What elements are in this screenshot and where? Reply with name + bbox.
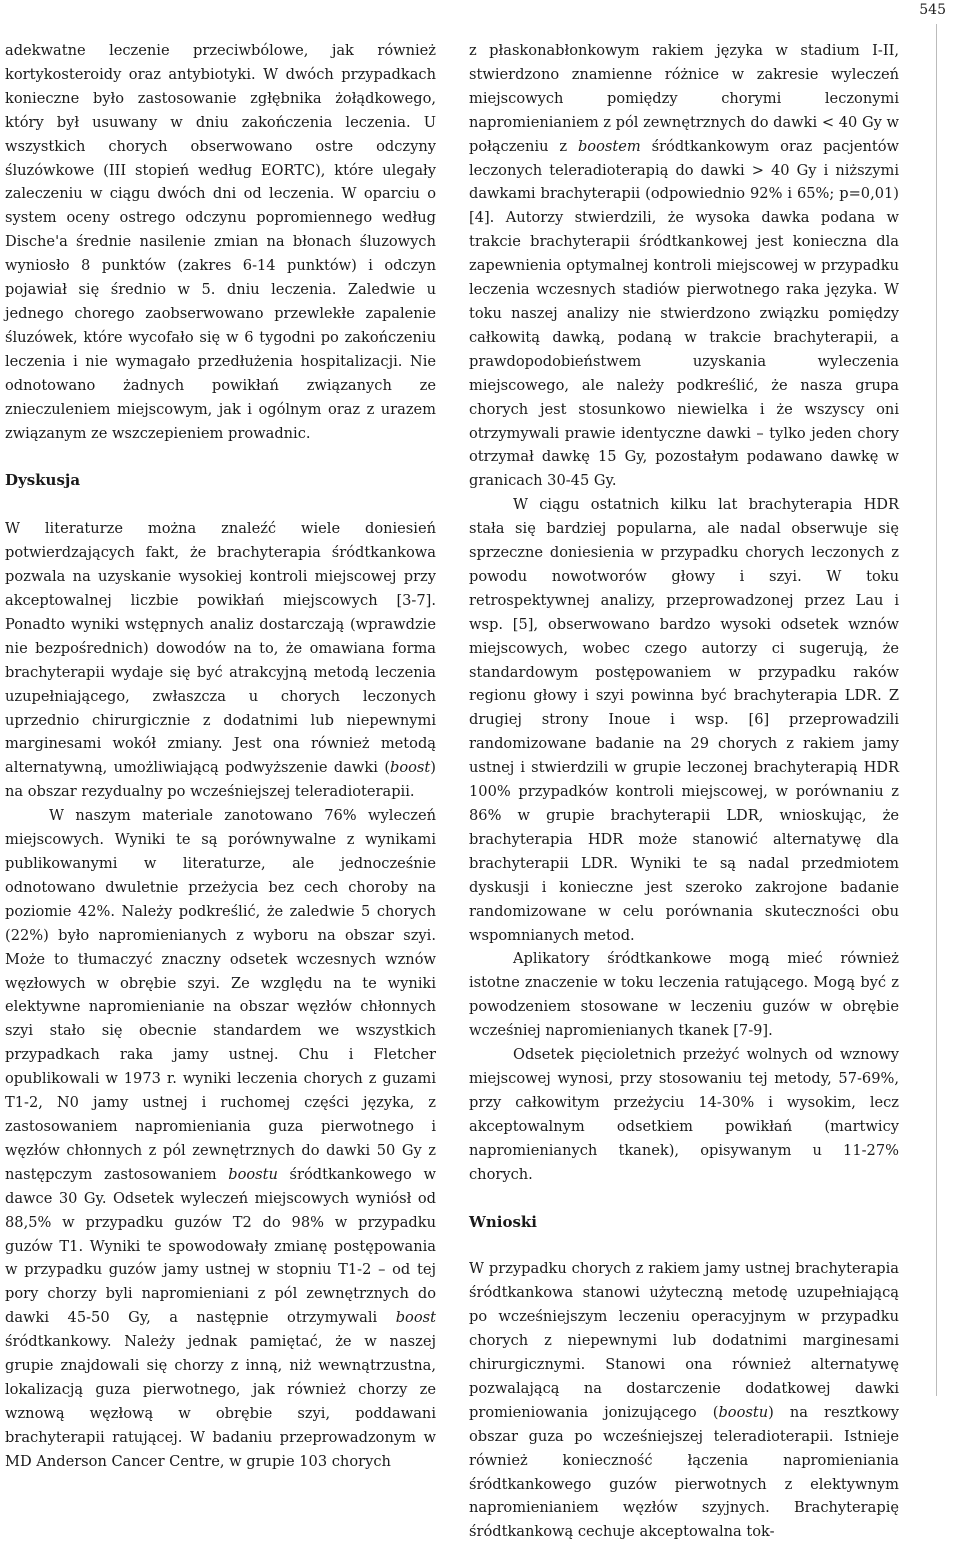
margin-rule bbox=[936, 24, 937, 1396]
paragraph-hdr: W ciągu ostatnich kilku lat brachyterapia HDR stała się bardziej popularna, ale nadal obserwuje się sprzeczne doniesienia w przypadku chorych leczonych z powodu nowotworów głowy i szyi. W toku retrospektywnej analizy, przeprowadzonej przez Lau i wsp. [5], obserwowano bardzo wysoki odsetek wznów miejscowych, wobec czego autorzy ci sugerują, że standardowym postępowaniem w przypadku raków regionu głowy i szyi powinna być brachyterapia LDR. Z drugiej strony Inoue i wsp. [6] przeprowadzili randomizowane badanie na 29 chorych z rakiem jamy ustnej i stwierdzili w grupie leczonej brachyterapią HDR 100% przypadków kontroli miejscowej, w porównaniu z 86% w grupie brachyterapii LDR, wnioskując, że brachyterapia HDR może stanowić alternatywę dla brachyterapii LDR. Wyniki te są nadal przedmiotem dyskusji i konieczne jest szeroko zakrojone badanie randomizowane w celu porównania skuteczności obu wspomnianych metod. bbox=[469, 496, 899, 944]
paragraph-survival: Odsetek pięcioletnich przeżyć wolnych od wznowy miejscowej wynosi, przy stosowaniu tej metody, 57-69%, przy całkowitym przeżyciu 14-30% i wysokim, lecz akceptowalnym odsetkiem powikłań (martwicy napromienianych tkanek), opisywanym u 11-27% chorych. bbox=[469, 1046, 899, 1183]
section-heading-wnioski: Wnioski bbox=[469, 1212, 537, 1231]
left-column bbox=[5, 39, 436, 1474]
paragraph-own-results: W naszym materiale zanotowano 76% wyleczeń miejscowych. Wyniki te są porównywalne z wynikami publikowanymi w literaturze, ale jednocześnie odnotowano dwuletnie przeżycia bez cech choroby na poziomie 42%. Należy podkreślić, że zaledwie 5 chorych (22%) było napromienianych z wyboru na obszar szyi. Może to tłumaczyć znaczny odsetek wczesnych wznów węzłowych w obrębie szyi. Ze względu na te wyniki elektywne napromienianie na obszar węzłów chłonnych szyi stało się obecnie standardem we wszystkich przypadkach raka jamy ustnej. Chu i Fletcher opublikowali w 1973 r. wyniki leczenia chorych z guzami T1-2, N0 jamy ustnej i ruchomej części języka, z zastosowaniem napromieniania guza pierwotnego i węzłów chłonnych z pól zewnętrznych do dawki 50 Gy z następczym zastosowaniem boostu śródtkankowego w dawce 30 Gy. Odsetek wyleczeń miejscowych wyniósł od 88,5% w przypadku guzów T2 do 98% w przypadku guzów T1. Wyniki te spowodowały zmianę postępowania w przypadku guzów jamy ustnej w stopniu T1-2 – od tej pory chorzy byli napromieniani z pól zewnętrznych do dawki 45-50 Gy, a następnie otrzymywali boost śródtkankowy. Należy jednak pamiętać, że w naszej grupie znajdowali się chorzy z inną, niż wewnątrzustna, lokalizacją guza pierwotnego, jak również chorzy ze wznową węzłową w obrębie szyi, poddawani brachyterapii ratującej. W badaniu przeprowadzonym w MD Anderson Cancer Centre, w grupie 103 chorych bbox=[5, 807, 436, 1470]
boost-term: boost bbox=[390, 759, 431, 777]
paragraph-literature: W literaturze można znaleźć wiele doniesień potwierdzających fakt, że brachyterapia śródtkankowa pozwala na uzyskanie wysokiej kontroli miejscowej przy akceptowalnej liczbie powikłań miejscowych [3-7]. Ponadto wyniki wstępnych analiz dostarczają (wprawdzie nie bezpośrednich) dowodów na to, że omawiana forma brachyterapii wydaje się być atrakcyjną metodą leczenia uzupełniającego, zwłaszcza u chorych leczonych uprzednio chirurgicznie z dodatnimi lub niepewnymi marginesami wokół zmiany. Jest ona również metodą alternatywną, umożliwiającą podwyższenie dawki (boost) na obszar rezydualny po wcześniejszej teleradioterapii. bbox=[5, 520, 436, 801]
section-heading-dyskusja: Dyskusja bbox=[5, 471, 81, 490]
boost-term: boostu bbox=[718, 1403, 769, 1421]
paragraph-applicators: Aplikatory śródtkankowe mogą mieć również istotne znaczenie w toku leczenia ratującego. Mogą być z powodzeniem stosowane w leczeniu guzów w obrębie wcześniej napromienianych tkanek [7-9]. bbox=[469, 950, 899, 1040]
boost-term: boost bbox=[395, 1309, 436, 1327]
boost-term: boostem bbox=[577, 137, 641, 155]
boost-term: boostu bbox=[228, 1165, 278, 1183]
paragraph-conclusions: W przypadku chorych z rakiem jamy ustnej brachyterapia śródtkankowa stanowi użyteczną metodę uzupełniającą po wcześniejszym leczeniu operacyjnym w przypadku chorych z niepewnymi lub dodatnimi marginesami chirurgicznymi. Stanowi ona również alternatywę pozwalającą na dostarczenie dodatkowej dawki promieniowania jonizującego (boostu) na resztkowy obszar guza po wcześniejszej teleradioterapii. Istnieje również konieczność łączenia napromieniania śródtkankowego guzów pierwotnych z elektywnym napromienianiem węzłów szyjnych. Brachyterapię śródtkankową cechuje akceptowalna tok- bbox=[469, 1260, 899, 1541]
paragraph-results-end: adekwatne leczenie przeciwbólowe, jak również kortykosteroidy oraz antybiotyki. W dwóch przypadkach konieczne było zastosowanie zgłębnika żołądkowego, który był usuwany w dniu zakończenia leczenia. U wszystkich chorych obserwowano ostre odczyny śluzówkowe (III stopień według EORTC), które ulegały zaleczeniu w ciągu dwóch dni od leczenia. W oparciu o system oceny ostrego odczynu popromiennego według Dische'a średnie nasilenie zmian na błonach śluzowych wyniosło 8 punktów (zakres 6-14 punktów) i odczyn pojawiał się średnio w 5. dniu leczenia. Zaledwie u jednego chorego zaobserwowano przewlekłe zapalenie śluzówek, które wycofało się w 6 tygodni po zakończeniu leczenia i nie wymagało przedłużenia hospitalizacji. Nie odnotowano żadnych powikłań związanych ze znieczuleniem miejscowym, jak i ogólnym oraz z urazem związanym ze wszczepieniem prowadnic. bbox=[5, 42, 436, 442]
paragraph-tongue-cancer: z płaskonabłonkowym rakiem języka w stadium I-II, stwierdzono znamienne różnice w zakresie wyleczeń miejscowych pomiędzy chorymi leczonymi napromienianiem z pól zewnętrznych do dawki < 40 Gy w połączeniu z boostem śródtkankowym oraz pacjentów leczonych teleradioterapią do dawki > 40 Gy i niższymi dawkami brachyterapii (odpowiednio 92% i 65%; p=0,01) [4]. Autorzy stwierdzili, że wysoka dawka podana w trakcie brachyterapii śródtkankowej jest konieczna dla zapewnienia optymalnej kontroli miejscowej w przypadku leczenia wczesnych stadiów pierwotnego raka języka. W toku naszej analizy nie stwierdzono związku pomiędzy całkowitą dawką, podaną w trakcie brachyterapii, a prawdopodobieństwem uzyskania wyleczenia miejscowego, ale należy podkreślić, że nasza grupa chorych jest stosunkowo niewielka i że wszyscy oni otrzymywali prawie identyczne dawki – tylko jeden chory otrzymał dawkę 15 Gy, pozostałym podawano dawkę w granicach 30-45 Gy. bbox=[469, 42, 900, 490]
right-column bbox=[469, 39, 899, 1544]
page-number: 545 bbox=[919, 2, 946, 18]
